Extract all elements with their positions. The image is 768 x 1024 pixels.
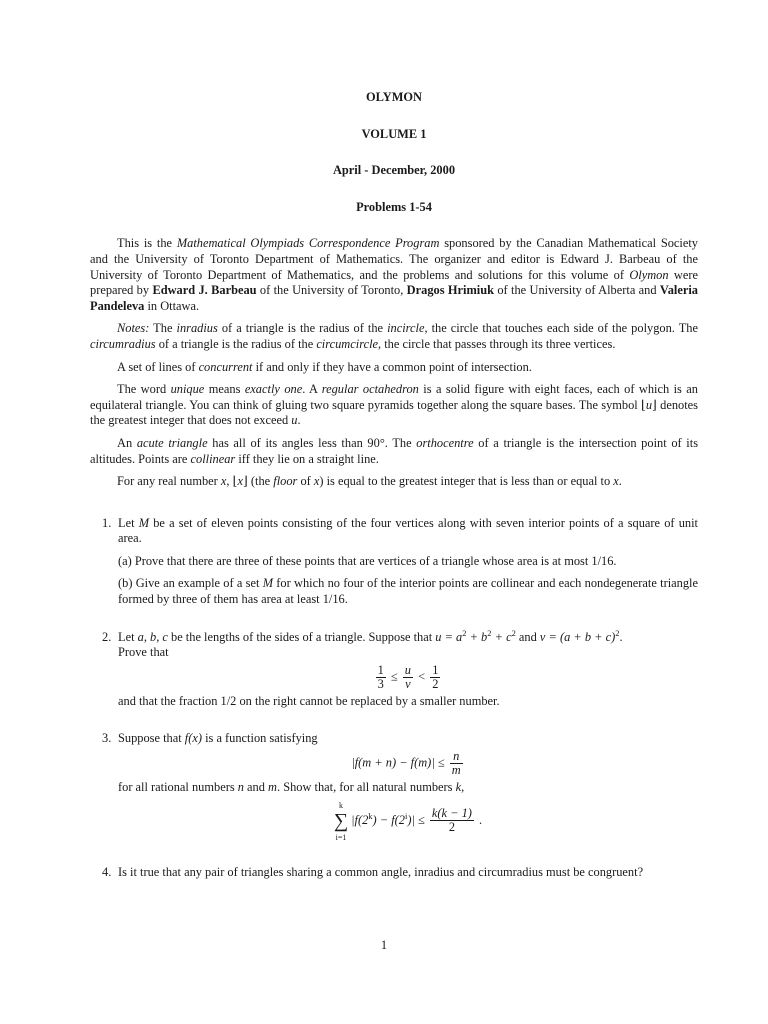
problem-4 bbox=[90, 865, 698, 881]
journal-title: OLYMON bbox=[366, 90, 422, 104]
problem-3-statement: Suppose that f(x) is a function satisfying bbox=[118, 731, 318, 746]
problem-3-condition: |f(m + n) − f(m)| ≤ $\frac{n}{m}$ bbox=[351, 749, 461, 778]
problem-number: 4. bbox=[102, 864, 112, 879]
notes-paragraph-5: For any real number x, ⌊x⌋ (the floor of x) is equal to the greatest integer that is less than or equal to x. bbox=[117, 474, 622, 489]
problem-1-part-a: (a) Prove that there are three of these points that are vertices of a triangle whose area is at most 1/16. bbox=[118, 553, 617, 568]
fraction-k-k-minus-1-over-2: $\frac{k(k - 1)}{2}$ bbox=[431, 806, 472, 835]
fraction-one-third: $\frac{1}{3}$ bbox=[377, 662, 384, 691]
fraction-u-over-v: $\frac{u}{v}$ bbox=[404, 662, 411, 691]
notes-paragraph-4: An acute triangle has all of its angles less than 90°. The orthocentre of a triangle is the intersection point of its altitudes. Points are collinear iff they lie on a straight line. bbox=[90, 435, 699, 466]
problem-3-middle: for all rational numbers n and m. Show that, for all natural numbers k, bbox=[118, 780, 465, 795]
problem-number: 3. bbox=[102, 731, 112, 746]
problem-2-statement: Let a, b, c be the lengths of the sides of a triangle. Suppose that $u = a^2 + b^2 + c^2$ and $v = (a + b + c)^2$. Prove that bbox=[118, 627, 623, 660]
notes-paragraph-2: A set of lines of concurrent if and only if they have a common point of intersection. bbox=[117, 359, 532, 374]
volume-label: VOLUME 1 bbox=[361, 126, 427, 141]
problem-4-statement: Is it true that any pair of triangles sharing a common angle, inradius and circumradius must be congruent? bbox=[118, 864, 644, 879]
problem-1-part-b: (b) Give an example of a set M for which no four of the interior points are collinear and each nondegenerate triangle formed by three of them has area at least 1/16. bbox=[118, 576, 698, 607]
page-number: 1 bbox=[380, 938, 388, 952]
notes-paragraph-1: Notes: The inradius of a triangle is the radius of the incircle, the circle that touches each side of the polygon. The circumradius of a triangle is the radius of the circumcircle, the circle that passes through its three vertices. bbox=[90, 321, 698, 351]
problem-3-summation: k ∑ $i=1|f(2^k) - f(2^i)|$ ≤ $\frac{k(k - 1)}{2}$ . bbox=[333, 800, 483, 842]
document-page bbox=[90, 90, 698, 880]
problem-2 bbox=[90, 627, 698, 710]
problem-1 bbox=[90, 516, 698, 608]
fraction-one-half: $\frac{1}{2}$ bbox=[432, 662, 439, 691]
intro-paragraph: This is the Mathematical Olympiads Correspondence Program sponsored by the Canadian Mathematical Society and the University of Toronto Department of Mathematics. The organizer and editor is Edward J. Barbeau of the University of Toronto Department of Mathematics, and the problems and solutions for this volume of Olymon were prepared by Edward J. Barbeau of the University of Toronto, Dragos Hrimiuk of the University of Alberta and Valeria Pandeleva in Ottawa. bbox=[90, 236, 699, 313]
problem-3 bbox=[90, 731, 698, 842]
problem-number: 1. bbox=[102, 515, 112, 530]
sigma-symbol: k ∑ i=1 bbox=[333, 800, 349, 842]
fraction-n-over-m: $\frac{n}{m}$ bbox=[451, 749, 461, 778]
date-range: April - December, 2000 bbox=[332, 163, 456, 178]
problem-number: 2. bbox=[102, 629, 112, 644]
problem-1-statement: Let M be a set of eleven points consisting of the four vertices along with seven interior points of a square of unit area. bbox=[118, 515, 699, 546]
problem-2-conclusion: and that the fraction 1/2 on the right cannot be replaced by a smaller number. bbox=[118, 693, 500, 708]
notes-paragraph-3: The word unique means exactly one. A regular octahedron is a solid figure with eight faces, each of which is an equilateral triangle. You can think of gluing two square pyramids together along the square bases. The symbol ⌊u⌋ denotes the greatest integer that does not exceed u. bbox=[90, 382, 698, 428]
problem-list bbox=[90, 516, 698, 881]
problem-2-inequality: $\frac{1}{3}$ ≤ $\frac{u}{v}$ < $\frac{1}{2}$ bbox=[377, 662, 439, 691]
problems-range: Problems 1-54 bbox=[356, 199, 432, 214]
